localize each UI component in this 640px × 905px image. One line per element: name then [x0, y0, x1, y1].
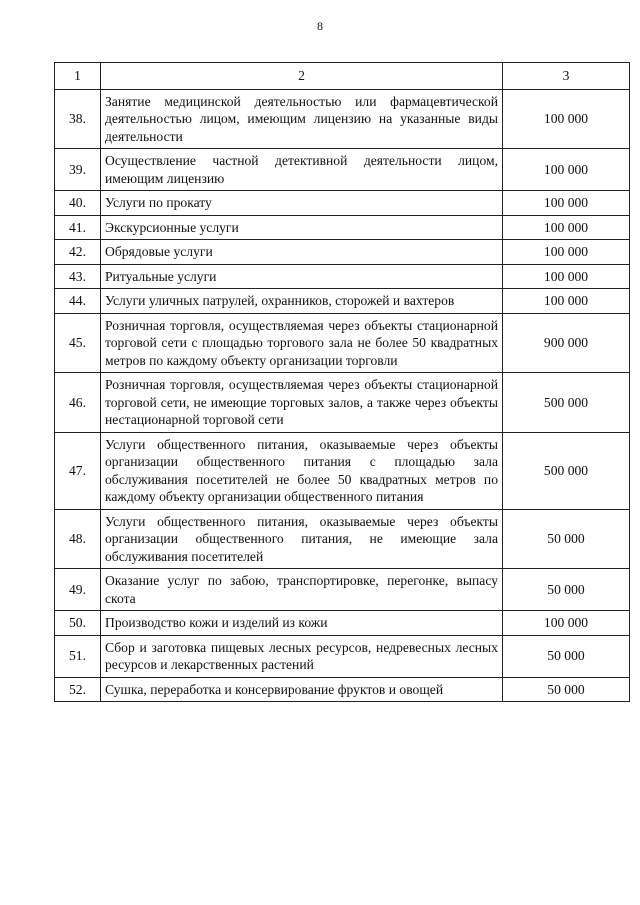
row-amount: 100 000	[503, 611, 630, 636]
row-amount: 100 000	[503, 289, 630, 314]
row-activity: Розничная торговля, осуществляемая через объекты стационарной торговой сети с площадью торгового зала не более 50 квадратных метров по каждому объекту организации торговли	[101, 313, 503, 373]
row-activity: Ритуальные услуги	[101, 264, 503, 289]
row-amount: 900 000	[503, 313, 630, 373]
table-row	[55, 191, 630, 216]
row-amount: 100 000	[503, 264, 630, 289]
row-number: 48.	[55, 509, 101, 569]
row-activity: Сушка, переработка и консервирование фруктов и овощей	[101, 677, 503, 702]
row-activity: Услуги уличных патрулей, охранников, сторожей и вахтеров	[101, 289, 503, 314]
row-amount: 50 000	[503, 509, 630, 569]
row-number: 42.	[55, 240, 101, 265]
row-number: 45.	[55, 313, 101, 373]
row-number: 46.	[55, 373, 101, 433]
row-amount: 100 000	[503, 215, 630, 240]
table-row	[55, 215, 630, 240]
row-amount: 500 000	[503, 373, 630, 433]
table-row	[55, 313, 630, 373]
table-row	[55, 611, 630, 636]
services-table	[54, 62, 630, 702]
row-number: 47.	[55, 432, 101, 509]
row-number: 38.	[55, 89, 101, 149]
page-number: 8	[317, 19, 323, 33]
row-activity: Услуги общественного питания, оказываемые через объекты организации общественного питания с площадью зала обслуживания посетителей не более 50 квадратных метров по каждому объекту организации общественного питания	[101, 432, 503, 509]
table-row	[55, 89, 630, 149]
row-amount: 100 000	[503, 191, 630, 216]
row-activity: Оказание услуг по забою, транспортировке, перегонке, выпасу скота	[101, 569, 503, 611]
row-number: 44.	[55, 289, 101, 314]
row-amount: 50 000	[503, 569, 630, 611]
row-number: 51.	[55, 635, 101, 677]
row-activity: Услуги общественного питания, оказываемые через объекты организации общественного питания, не имеющие зала обслуживания посетителей	[101, 509, 503, 569]
row-amount: 500 000	[503, 432, 630, 509]
table-row	[55, 373, 630, 433]
row-number: 39.	[55, 149, 101, 191]
row-number: 50.	[55, 611, 101, 636]
row-amount: 100 000	[503, 240, 630, 265]
row-activity: Розничная торговля, осуществляемая через объекты стационарной торговой сети, не имеющие торговых залов, а также через объекты нестационарной торговой сети	[101, 373, 503, 433]
row-activity: Осуществление частной детективной деятельности лицом, имеющим лицензию	[101, 149, 503, 191]
table-row	[55, 677, 630, 702]
table-row	[55, 635, 630, 677]
row-number: 40.	[55, 191, 101, 216]
row-activity: Услуги по прокату	[101, 191, 503, 216]
table-body	[55, 89, 630, 702]
row-amount: 100 000	[503, 149, 630, 191]
table-row	[55, 264, 630, 289]
column-header-number: 1	[55, 63, 101, 90]
row-number: 43.	[55, 264, 101, 289]
row-activity: Экскурсионные услуги	[101, 215, 503, 240]
row-activity: Сбор и заготовка пищевых лесных ресурсов, недревесных лесных ресурсов и лекарственных растений	[101, 635, 503, 677]
table-row	[55, 289, 630, 314]
row-amount: 50 000	[503, 677, 630, 702]
row-amount: 50 000	[503, 635, 630, 677]
row-amount: 100 000	[503, 89, 630, 149]
table-header-row	[55, 63, 630, 90]
row-activity: Обрядовые услуги	[101, 240, 503, 265]
table-row	[55, 509, 630, 569]
column-header-amount: 3	[503, 63, 630, 90]
table-row	[55, 432, 630, 509]
row-number: 52.	[55, 677, 101, 702]
row-number: 41.	[55, 215, 101, 240]
row-activity: Занятие медицинской деятельностью или фармацевтической деятельностью лицом, имеющим лицензию на указанные виды деятельности	[101, 89, 503, 149]
row-number: 49.	[55, 569, 101, 611]
row-activity: Производство кожи и изделий из кожи	[101, 611, 503, 636]
column-header-activity: 2	[101, 63, 503, 90]
table-row	[55, 240, 630, 265]
table-row	[55, 569, 630, 611]
table-row	[55, 149, 630, 191]
